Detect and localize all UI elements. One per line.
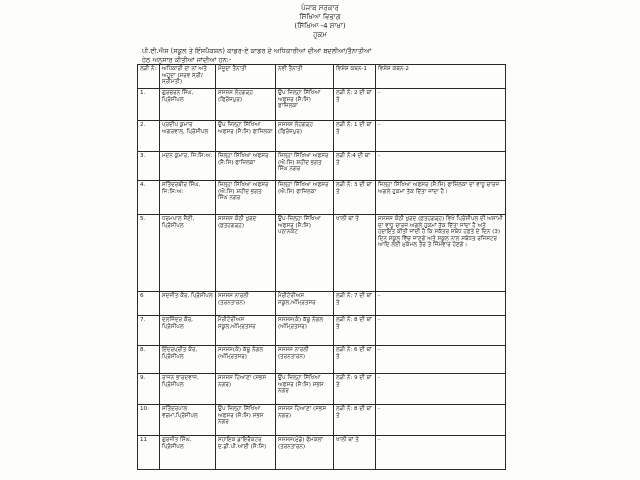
cell-name: ਗੁਰਜੀਤ ਸਿੰਘ, ਪ੍ਰਿੰਸੀਪਲ bbox=[160, 436, 216, 470]
table-row bbox=[138, 346, 506, 374]
cell-name: ਇੰਦਰਪ੍ਰੀਤ ਕੌਰ, ਪ੍ਰਿੰਸੀਪਲ bbox=[160, 346, 216, 374]
cell-remark-2: - bbox=[376, 316, 506, 346]
subject-line-2: ਹੇਠ ਅਨੁਸਾਰ ਕੀਤੀਆਂ ਜਾਂਦੀਆਂ ਹਨ:- bbox=[142, 55, 232, 64]
transfer-table bbox=[137, 64, 506, 470]
cell-name: ਗੁਰਚਰਨ ਸਿੰਘ, ਪ੍ਰਿੰਸੀਪਲ bbox=[160, 89, 216, 121]
col-header-new-posting: ਨਵੀਂ ਤੈਨਾਤੀ bbox=[276, 65, 334, 89]
cell-new: ਸਸਸਸ ਨਾਰਲੀ (ਤਰਨਤਾਰਨ) bbox=[276, 346, 334, 374]
cell-serial: 9. bbox=[138, 374, 160, 405]
cell-current: ਸਸਸਸ ਨਾਰਲੀ (ਤਰਨਤਾਰਨ) bbox=[216, 292, 276, 316]
cell-remark-1: ਲੜੀ ਨੰ:4 ਦੀ ਥਾਂ ਤੇ bbox=[334, 152, 376, 181]
cell-serial: 8. bbox=[138, 346, 160, 374]
cell-serial: 6 bbox=[138, 292, 160, 316]
cell-current: ਉਪ ਜ਼ਿਲ੍ਹਾ ਸਿੱਖਿਆ ਅਫਸਰ (ਸੈ:ਸਿ) ਫਾਜ਼ਿਲਕਾ bbox=[216, 121, 276, 152]
col-header-name: ਅਧਿਕਾਰੀ ਦਾ ਨਾਂ ਅਤੇ ਅਹੁਦਾ (ਸਰਵ ਸ੍ਰੀ/ਸ੍ਰੀਮਤੀ) bbox=[160, 65, 216, 89]
col-header-remark-1: ਵਿਸ਼ੇਸ਼ ਕਥਨ-1 bbox=[334, 65, 376, 89]
cell-serial: 1. bbox=[138, 89, 160, 121]
cell-remark-1: ਲੜੀ ਨੰ: 8 ਦੀ ਥਾਂ ਤੇ bbox=[334, 316, 376, 346]
cell-new: ਸਸਸਸ(ਕੰ) ਕੱਥੂ ਨੰਗਲ (ਅੰਮ੍ਰਿਤਸਰ) bbox=[276, 316, 334, 346]
cell-remark-1: ਲੜੀ ਨੰ: 9 ਦੀ ਥਾਂ ਤੇ bbox=[334, 374, 376, 405]
cell-remark-2: ਜ਼ਿਲ੍ਹਾ ਸਿੱਖਿਆ ਅਫਸਰ (ਸੈ:ਸਿ) ਫਾਜ਼ਿਲਕਾ ਦਾ ਵਾਧੂ ਚਾਰਜ ਅਗਲੇ ਹੁਕਮਾਂ ਤੱਕ ਦਿੱਤਾ ਜਾਂਦਾ ਹੈ। bbox=[376, 181, 506, 215]
header-branch: (ਸਿੱਖਿਆ -4 ਸ਼ਾਖਾ) bbox=[294, 22, 346, 30]
cell-current: ਜ਼ਿਲ੍ਹਾ ਸਿੱਖਿਆ ਅਫਸਰ (ਸੈ:ਸਿ) ਫਾਜ਼ਿਲਕਾ bbox=[216, 152, 276, 181]
cell-remark-1: ਖਾਲੀ ਥਾਂ ਤੇ bbox=[334, 436, 376, 470]
cell-name: ਮਦਨ ਕੁਮਾਰ, ਜਿ:ਸਿ:ਅ: bbox=[160, 152, 216, 181]
cell-current: ਸਸਸਸ ਹਿਆਣਾ (ਸਭਸ ਨਗਰ) bbox=[216, 374, 276, 405]
cell-remark-2: - bbox=[376, 374, 506, 405]
table-row bbox=[138, 405, 506, 436]
cell-remark-2: - bbox=[376, 436, 506, 470]
cell-remark-2: - bbox=[376, 346, 506, 374]
cell-serial: 4. bbox=[138, 181, 160, 215]
cell-remark-1: ਲੜੀ ਨੰ: 7 ਦੀ ਥਾਂ ਤੇ bbox=[334, 292, 376, 316]
cell-serial: 3. bbox=[138, 152, 160, 181]
cell-new: ਜ਼ਿਲ੍ਹਾ ਸਿੱਖਿਆ ਅਫਸਰ (ਐ:ਸਿ) ਫਾਜ਼ਿਲਕਾ bbox=[276, 181, 334, 215]
cell-new: ਸਸਸਸ ਹਿਆਣਾ (ਸਭਸ ਨਗਰ) bbox=[276, 405, 334, 436]
cell-remark-2: - bbox=[376, 405, 506, 436]
cell-serial: 7. bbox=[138, 316, 160, 346]
order-subject bbox=[142, 47, 502, 64]
cell-new: ਉਪ-ਜ਼ਿਲ੍ਹਾ ਸਿੱਖਿਆ ਅਫਸਰ (ਸੈ:ਸਿ) ਪਠਾਨਕੋਟ bbox=[276, 215, 334, 292]
col-header-remark-2: ਵਿਸ਼ੇਸ਼ ਕਥਨ-2 bbox=[376, 65, 506, 89]
cell-remark-1: ਲੜੀ ਨੰ: 6 ਦੀ ਥਾਂ ਤੇ bbox=[334, 346, 376, 374]
col-header-serial: ਲੜੀ ਨੰ: bbox=[138, 65, 160, 89]
table-row bbox=[138, 152, 506, 181]
cell-remark-2: - bbox=[376, 89, 506, 121]
cell-remark-1: ਖਾਲੀ ਥਾਂ ਤੇ bbox=[334, 215, 376, 292]
cell-current: ਮੈਰੀਟੋਰੀਅਸ ਸਕੂਲ,ਅੰਮ੍ਰਿਤਸਰ bbox=[216, 316, 276, 346]
cell-remark-2: - bbox=[376, 292, 506, 316]
cell-serial: 11 bbox=[138, 436, 160, 470]
cell-new: ਜ਼ਿਲ੍ਹਾ ਸਿੱਖਿਆ ਅਫਸਰ (ਐ:ਸਿ) ਸ਼ਹੀਦ ਭਗਤ ਸਿੰਘ ਨਗਰ bbox=[276, 152, 334, 181]
table-header-row bbox=[138, 65, 506, 89]
table-row bbox=[138, 292, 506, 316]
cell-remark-1: ਲੜੀ ਨੰ: 1 ਦੀ ਥਾਂ ਤੇ bbox=[334, 121, 376, 152]
cell-current: ਜ਼ਿਲ੍ਹਾ ਸਿੱਖਿਆ ਅਫਸਰ (ਐ:ਸਿ) ਸ਼ਹੀਦ ਭਗਤ ਸਿੰਘ ਨਗਰ bbox=[216, 181, 276, 215]
header-department: ਸਿੱਖਿਆ ਵਿਭਾਗ bbox=[299, 13, 341, 21]
cell-current: ਸਸਸਸ ਕੋਠੀ ਖੁਰਦ (ਫ਼ਤਹਗੜ੍ਹ) bbox=[216, 215, 276, 292]
cell-remark-1: ਲੜੀ ਨੰ: 8 ਦੀ ਥਾਂ ਤੇ bbox=[334, 405, 376, 436]
cell-serial: 2. bbox=[138, 121, 160, 152]
table-row bbox=[138, 316, 506, 346]
col-header-current-posting: ਮੌਜੂਦਾ ਤੈਨਾਤੀ bbox=[216, 65, 276, 89]
table-row bbox=[138, 374, 506, 405]
cell-new: ਸਸਸਸ ਲੋਹਗੜ੍ਹ (ਫਿਰੋਜ਼ਪੁਰ) bbox=[276, 121, 334, 152]
cell-name: ਧਰਮਪਾਲ ਸੈਣੀ, ਪ੍ਰਿੰਸੀਪਲ bbox=[160, 215, 216, 292]
cell-serial: 5. bbox=[138, 215, 160, 292]
cell-name: ਸਤਿੰਦਰਬੀਰ ਸਿੰਘ, ਜਿ:ਸਿ:ਅ: bbox=[160, 181, 216, 215]
cell-new: ਉਪ ਜ਼ਿਲ੍ਹਾ ਸਿੱਖਿਆ ਅਫਸਰ (ਸੈ:ਸਿ) ਸਭਸ ਨਗਰ bbox=[276, 374, 334, 405]
cell-name: ਸਤਿੰਦਰਪਾਲ ਵਰਮਾ,ਪ੍ਰਿੰਸੀਪਲ bbox=[160, 405, 216, 436]
table-row bbox=[138, 436, 506, 470]
cell-new: ਸਸਸਸ(ਮੁੰਡੇ) ਫੇਮਕਲਾਂ (ਤਰਨਤਾਰਨ) bbox=[276, 436, 334, 470]
cell-name: ਦਲਜਿੰਦਰ ਕੌਰ, ਪ੍ਰਿੰਸੀਪਲ bbox=[160, 316, 216, 346]
cell-name: ਪ੍ਰਦੀਪ ਕੁਮਾਰ ਅਗਰਵਾਲ, ਪ੍ਰਿੰਸੀਪਲ bbox=[160, 121, 216, 152]
cell-remark-1: ਲੜੀ ਨੰ: 3 ਦੀ ਥਾਂ ਤੇ bbox=[334, 181, 376, 215]
table-row bbox=[138, 121, 506, 152]
cell-current: ਉਪ ਜ਼ਿਲ੍ਹਾ ਸਿੱਖਿਆ ਅਫਸਰ (ਸੈ:ਸਿ) ਸਭਸ ਨਗਰ bbox=[216, 405, 276, 436]
subject-line-1: ਪੀ.ਈ.ਐਸ (ਸਕੂਲ ਤੇ ਇੰਸਪੈਕਸ਼ਨ) ਕਾਡਰ-ਏ ਕਾਡਰ ਦੇ ਅਧਿਕਾਰੀਆਂ ਦੀਆਂ ਬਦਲੀਆਂ/ਤੈਨਾਤੀਆਂ bbox=[142, 47, 372, 55]
cell-current: ਸਹਾਇਕ ਡਾਇਰੈਕਟਰ ਦ.ਡੀ.ਪੀ.ਆਈ (ਸੈ:ਸਿ) bbox=[216, 436, 276, 470]
table-row bbox=[138, 89, 506, 121]
cell-name: ਸਦਜੀਤ ਕੌਰ, ਪ੍ਰਿੰਸੀਪਲ bbox=[160, 292, 216, 316]
cell-serial: 10. bbox=[138, 405, 160, 436]
cell-new: ਉਪ ਜ਼ਿਲ੍ਹਾ ਸਿੱਖਿਆ ਅਫਸਰ (ਸੈ:ਸਿ) ਫਾਜ਼ਿਲਕਾ bbox=[276, 89, 334, 121]
cell-remark-1: ਲੜੀ ਨੰ: 2 ਦੀ ਥਾਂ ਤੇ bbox=[334, 89, 376, 121]
document-header bbox=[0, 4, 640, 40]
header-govt: ਪੰਜਾਬ ਸਰਕਾਰ bbox=[301, 4, 339, 12]
cell-remark-2: ਸਸਸਸ ਕੋਠੀ ਖੁਰਦ (ਫ਼ਤਹਗੜ੍ਹ) ਵਿਖੇ ਪ੍ਰਿੰਸੀਪਲ ਦੀ ਅਸਾਮੀ ਦਾ ਵਾਧੂ ਚਾਰਜ ਅਗਲੇ ਹੁਕਮਾਂ ਤੱਕ ਦਿੱਤਾ ਜਾਂਦਾ ਹੈ ਅਤੇ ਹਦਾਇਤ ਕੀਤੀ ਜਾਂਦੀ ਹੈ ਕਿ ਸਕੱਤਰ ਸਬੰਧ ਹਫ਼ਤੇ ਦੇ ਦਿਨ (3) ਦਿਨ ਸਕੂਲ ਵਿੱਚ ਜਾਣਗੇ ਅਤੇ ਸਕੂਲ ਨਾਲ ਸਬੰਧਤ ਰਜਿਸਟਰ ਆਦਿ ਲਈ ਮੁਕੰਮਲ ਤੌਰ ਤੇ ਜਿੰਮੇਵਾਰ ਹੋਣਗੇ। bbox=[376, 215, 506, 292]
table-row bbox=[138, 181, 506, 215]
header-order: ਹੁਕਮ bbox=[313, 31, 327, 39]
cell-remark-2: - bbox=[376, 121, 506, 152]
cell-current: ਸਸਸਸ ਲੋਹਗੜ੍ਹ (ਫਿਰੋਜ਼ਪੁਰ) bbox=[216, 89, 276, 121]
cell-remark-2: - bbox=[376, 152, 506, 181]
cell-current: ਸਸਸਸ(ਕੰ) ਕੱਥੂ ਨੰਗਲ (ਅੰਮ੍ਰਿਤਸਰ) bbox=[216, 346, 276, 374]
cell-new: ਮੈਰੀਟੋਰੀਅਸ ਸਕੂਲ,ਅੰਮ੍ਰਿਤਸਰ bbox=[276, 292, 334, 316]
table-row bbox=[138, 215, 506, 292]
cell-name: ਰਾਜਨ ਭਾਰਦਵਾਜ, ਪ੍ਰਿੰਸੀਪਲ bbox=[160, 374, 216, 405]
